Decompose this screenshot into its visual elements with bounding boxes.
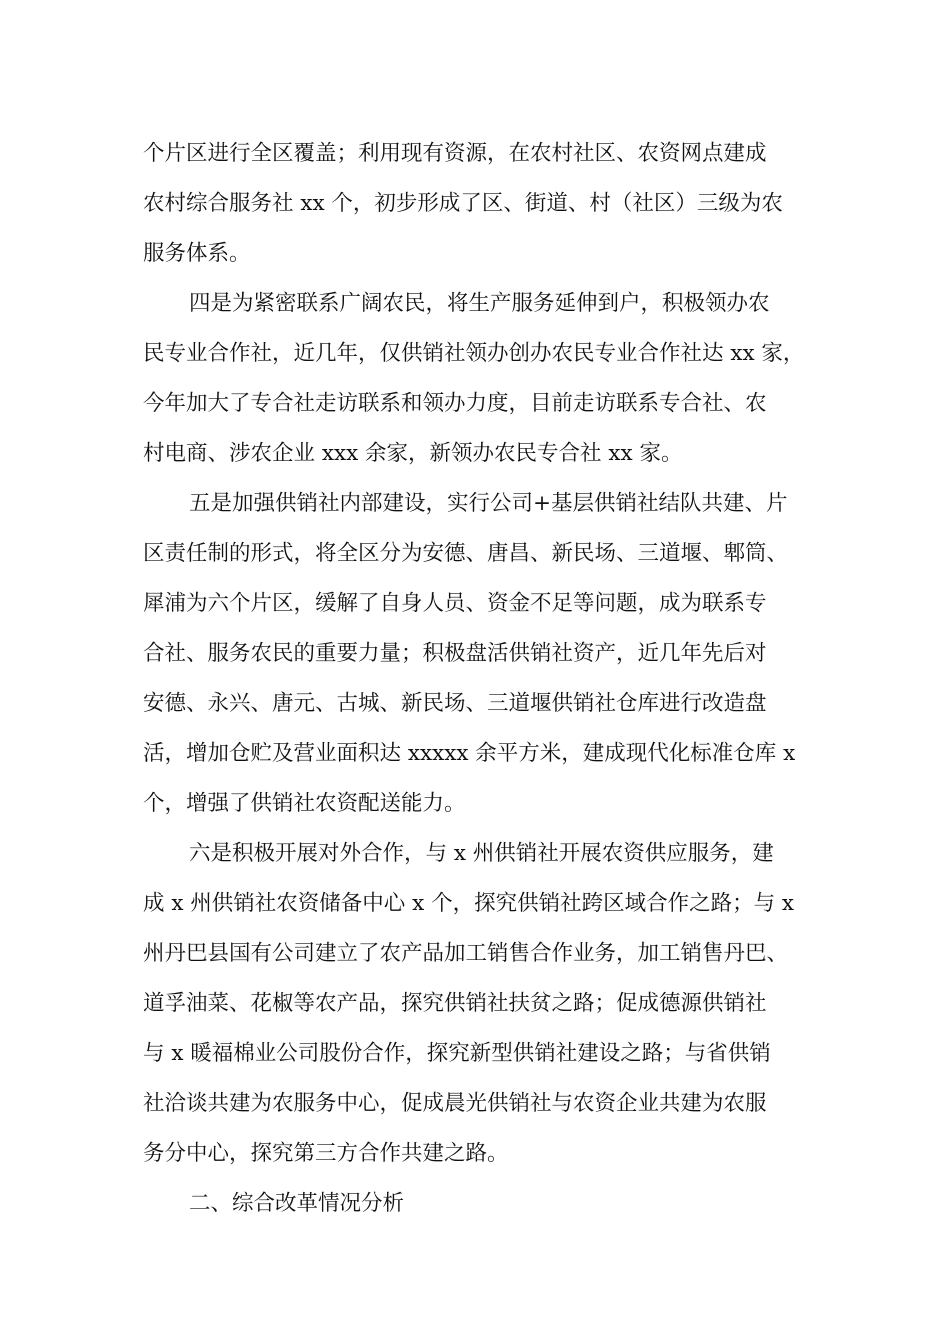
paragraph-start-line: 四是为紧密联系广阔农民，将生产服务延伸到户，积极领办农 <box>189 291 770 316</box>
text-line: 与 x 暖福棉业公司股份合作，探究新型供销社建设之路；与省供销 <box>143 1041 771 1066</box>
paragraph-start-line: 六是积极开展对外合作，与 x 州供销社开展农资供应服务，建 <box>189 841 774 866</box>
text-line: 个片区进行全区覆盖；利用现有资源，在农村社区、农资网点建成 <box>143 141 767 166</box>
text-line: 服务体系。 <box>143 241 251 266</box>
text-line: 州丹巴县国有公司建立了农产品加工销售合作业务，加工销售丹巴、 <box>143 941 789 966</box>
text-line: 务分中心，探究第三方合作共建之路。 <box>143 1141 509 1166</box>
text-line: 村电商、涉农企业 xxx 余家，新领办农民专合社 xx 家。 <box>143 441 683 466</box>
paragraph-start-line: 五是加强供销社内部建设，实行公司+基层供销社结队共建、片 <box>189 491 788 516</box>
text-line: 安德、永兴、唐元、古城、新民场、三道堰供销社仓库进行改造盘 <box>143 691 767 716</box>
text-line: 农村综合服务社 xx 个，初步形成了区、街道、村（社区）三级为农 <box>143 191 783 216</box>
section-heading: 二、综合改革情况分析 <box>189 1191 405 1216</box>
document-body <box>143 129 823 1229</box>
text-line: 社洽谈共建为农服务中心，促成晨光供销社与农资企业共建为农服 <box>143 1091 767 1116</box>
text-line: 区责任制的形式，将全区分为安德、唐昌、新民场、三道堰、郫筒、 <box>143 541 789 566</box>
text-line: 成 x 州供销社农资储备中心 x 个，探究供销社跨区域合作之路；与 x <box>143 891 795 916</box>
text-line: 活，增加仓贮及营业面积达 xxxxx 余平方米，建成现代化标准仓库 x <box>143 741 796 766</box>
text-line: 今年加大了专合社走访联系和领办力度，目前走访联系专合社、农 <box>143 391 767 416</box>
text-line: 犀浦为六个片区，缓解了自身人员、资金不足等问题，成为联系专 <box>143 591 767 616</box>
text-line: 民专业合作社，近几年，仅供销社领办创办农民专业合作社达 xx 家， <box>143 341 805 366</box>
text-line: 合社、服务农民的重要力量；积极盘活供销社资产，近几年先后对 <box>143 641 767 666</box>
text-line: 个，增强了供销社农资配送能力。 <box>143 791 466 816</box>
text-line: 道孚油菜、花椒等农产品，探究供销社扶贫之路；促成德源供销社 <box>143 991 767 1016</box>
